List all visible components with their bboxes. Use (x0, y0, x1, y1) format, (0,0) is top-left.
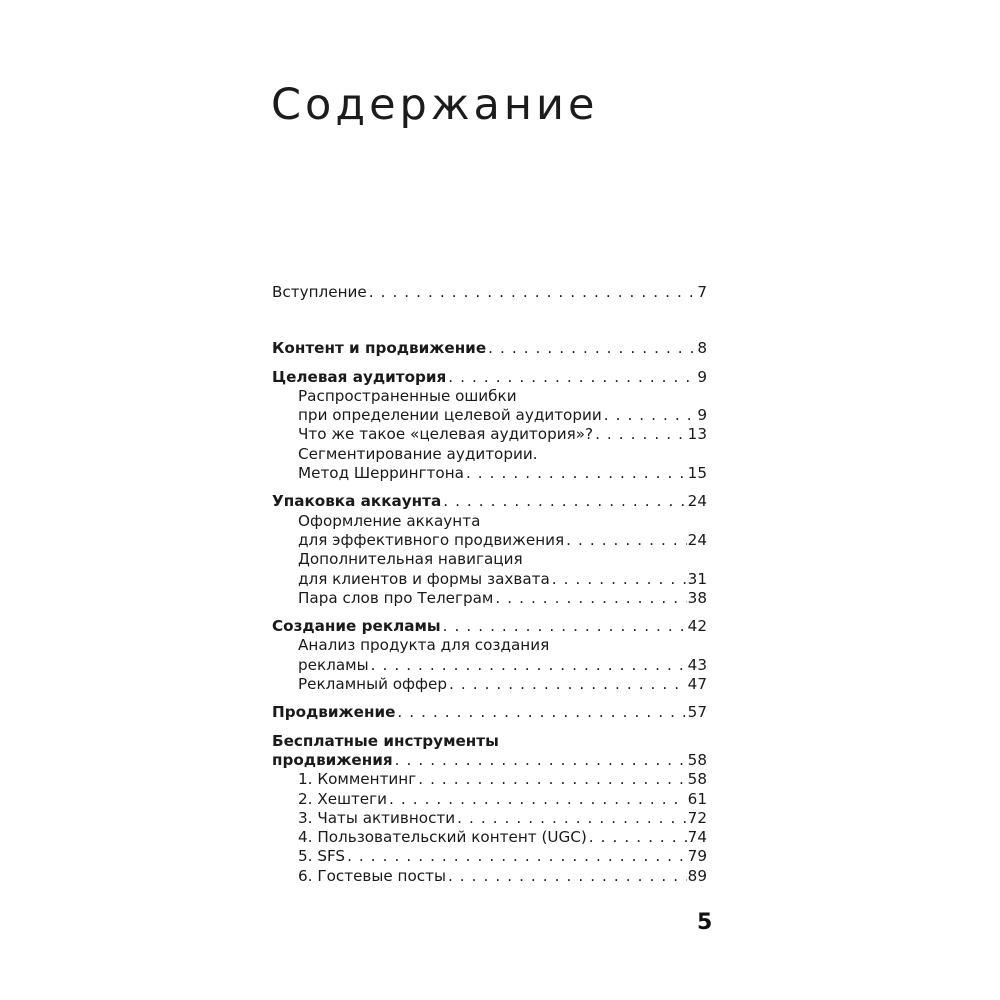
toc-page-number: 31 (687, 569, 707, 588)
leader-dots (587, 828, 687, 847)
toc-section-label: 3. Чаты активности (298, 808, 456, 827)
toc-chapter-target-audience[interactable] (272, 368, 707, 387)
toc-section-label: для эффективного продвижения (298, 530, 565, 549)
leader-dots (393, 751, 687, 770)
toc-section[interactable] (272, 656, 707, 675)
toc-section[interactable] (272, 828, 707, 847)
toc-section-line[interactable] (272, 512, 707, 531)
toc-section[interactable] (272, 809, 707, 828)
leader-dots (464, 464, 687, 483)
toc-section-label: для клиентов и формы захвата (298, 569, 550, 588)
leader-dots (446, 368, 696, 387)
toc-entry-label: Вступление (272, 283, 367, 301)
toc-section-line[interactable] (272, 445, 707, 464)
leader-dots (602, 406, 697, 425)
toc-section-label: при определении целевой аудитории (298, 406, 602, 425)
page-number: 5 (697, 910, 713, 935)
toc-page-number: 9 (697, 406, 707, 425)
toc-chapter-label: Целевая аудитория (272, 367, 447, 386)
leader-dots (367, 283, 697, 302)
leader-dots (593, 425, 687, 444)
toc-page-number: 24 (687, 530, 707, 549)
toc-section-label: Что же такое «целевая аудитория»? (298, 425, 594, 444)
toc-chapter-free-tools[interactable] (272, 751, 707, 770)
toc-section-line[interactable] (272, 636, 707, 655)
toc-chapter-content-promo[interactable] (272, 339, 707, 358)
toc-section[interactable] (272, 589, 707, 608)
toc-section-label: Распространенные ошибки (298, 386, 517, 405)
toc-chapter-free-tools-line[interactable] (272, 732, 707, 751)
toc-page-number: 61 (687, 789, 707, 808)
toc-page-number: 24 (687, 492, 707, 511)
leader-dots (550, 570, 687, 589)
leader-dots (441, 492, 686, 511)
toc-entry-intro[interactable] (272, 283, 707, 302)
toc-page-number: 9 (697, 367, 707, 386)
toc-section-line[interactable] (272, 387, 707, 406)
leader-dots (447, 675, 687, 694)
toc-page-number: 74 (687, 828, 707, 847)
toc-section[interactable] (272, 531, 707, 550)
toc-section[interactable] (272, 464, 707, 483)
toc-chapter-label: Контент и продвижение (272, 339, 487, 358)
toc-section[interactable] (272, 790, 707, 809)
leader-dots (441, 617, 687, 636)
toc-page-number: 79 (687, 847, 707, 866)
toc-section[interactable] (272, 770, 707, 789)
toc-section-label: Рекламный оффер (298, 675, 448, 694)
toc-chapter-label: Создание рекламы (272, 617, 441, 636)
toc-section-line[interactable] (272, 550, 707, 569)
toc-page-number: 38 (687, 588, 707, 607)
leader-dots (493, 589, 686, 608)
toc-section[interactable] (272, 406, 707, 425)
toc-page-number: 13 (687, 425, 707, 444)
toc-section-label: Пара слов про Телеграм (298, 588, 494, 607)
toc-section-label: Метод Шеррингтона (298, 464, 464, 483)
toc-page-number: 47 (687, 675, 707, 694)
toc-page-number: 8 (697, 339, 707, 358)
leader-dots (564, 531, 687, 550)
toc-page-number: 58 (687, 750, 707, 769)
toc-section-label: Оформление аккаунта (298, 511, 481, 530)
toc-page-number: 58 (687, 770, 707, 789)
toc-section-label: Анализ продукта для создания (298, 636, 550, 655)
leader-dots (486, 339, 696, 358)
leader-dots (446, 867, 687, 886)
toc-section-label: рекламы (298, 655, 369, 674)
toc-page-number: 72 (687, 808, 707, 827)
leader-dots (387, 790, 687, 809)
toc-section[interactable] (272, 867, 707, 886)
toc-page-number: 42 (687, 617, 707, 636)
toc-section-label: 4. Пользовательский контент (UGC) (298, 828, 587, 847)
toc-chapter-ad-creation[interactable] (272, 617, 707, 636)
toc-section[interactable] (272, 425, 707, 444)
toc-section-label: 5. SFS (298, 847, 346, 866)
toc-section-label: 2. Хештеги (298, 789, 388, 808)
toc-chapter-account-packaging[interactable] (272, 492, 707, 511)
toc-page-number: 57 (687, 703, 707, 722)
leader-dots (395, 703, 686, 722)
toc-chapter-promotion[interactable] (272, 703, 707, 722)
page-title: Содержание (271, 80, 599, 130)
leader-dots (345, 847, 687, 866)
table-of-contents (272, 283, 707, 886)
toc-page-number: 15 (687, 464, 707, 483)
toc-page-number: 43 (687, 655, 707, 674)
toc-chapter-label: Упаковка аккаунта (272, 492, 442, 511)
toc-section-label: Сегментирование аудитории. (298, 444, 538, 463)
toc-section[interactable] (272, 675, 707, 694)
toc-section[interactable] (272, 570, 707, 589)
toc-chapter-label: Продвижение (272, 703, 396, 722)
toc-section[interactable] (272, 847, 707, 866)
leader-dots (369, 656, 687, 675)
toc-chapter-label: продвижения (272, 750, 393, 769)
toc-section-label: Дополнительная навигация (298, 550, 523, 569)
toc-chapter-label: Бесплатные инструменты (272, 731, 499, 750)
leader-dots (455, 809, 687, 828)
toc-section-label: 1. Комментинг (298, 770, 417, 789)
toc-page-number: 7 (697, 283, 707, 301)
toc-section-label: 6. Гостевые посты (298, 866, 446, 885)
toc-page-number: 89 (687, 866, 707, 885)
leader-dots (416, 770, 686, 789)
